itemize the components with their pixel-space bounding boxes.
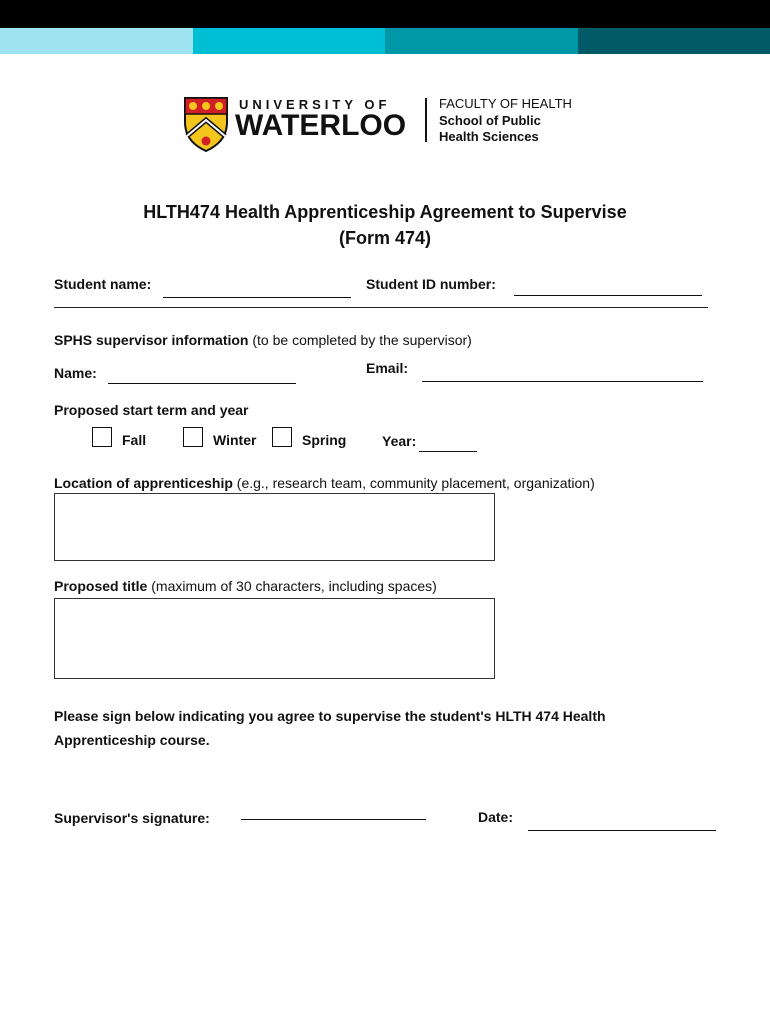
location-heading (54, 475, 595, 491)
year-field[interactable] (419, 451, 477, 452)
signature-label: Supervisor's signature: (54, 810, 210, 826)
student-id-field[interactable] (514, 295, 702, 296)
supervisor-heading-note: (to be completed by the supervisor) (252, 332, 472, 348)
logo-divider (425, 98, 427, 142)
term-heading: Proposed start term and year (54, 402, 249, 418)
logo-faculty: FACULTY OF HEALTH (439, 96, 572, 111)
header-color-bar (0, 28, 770, 54)
logo-waterloo: WATERLOO (235, 109, 407, 142)
student-name-label: Student name: (54, 276, 152, 292)
location-heading-text: Location of apprenticeship (54, 475, 233, 491)
year-label: Year: (382, 433, 417, 449)
student-id-label: Student ID number: (366, 276, 496, 292)
section-divider (54, 307, 708, 308)
color-segment-4 (578, 28, 770, 54)
winter-checkbox[interactable] (183, 427, 203, 447)
form-title-line2: (Form 474) (338, 228, 432, 248)
form-title-line1: HLTH474 Health Apprenticeship Agreement to Supervise (143, 202, 627, 222)
agreement-text: Please sign below indicating you agree to supervise the student's HLTH 474 Health Apprenticeship course. (54, 708, 606, 748)
color-segment-1 (0, 28, 193, 54)
logo-university-of: UNIVERSITY OF (239, 97, 391, 112)
supervisor-name-label: Name: (54, 365, 97, 381)
student-name-field[interactable] (163, 297, 351, 298)
color-segment-2 (193, 28, 386, 54)
winter-label: Winter (213, 432, 257, 448)
supervisor-heading-text: SPHS supervisor information (54, 332, 249, 348)
supervisor-email-label: Email: (366, 360, 409, 376)
proposed-title-heading (54, 578, 437, 594)
spring-checkbox[interactable] (272, 427, 292, 447)
logo-school-line1: School of Public (439, 113, 541, 128)
logo-school-line2: Health Sciences (439, 129, 539, 144)
university-logo (183, 96, 603, 156)
supervisor-email-field[interactable] (422, 381, 703, 382)
location-textbox[interactable] (54, 493, 495, 561)
fall-label: Fall (122, 432, 147, 448)
waterloo-crest-icon (183, 96, 229, 152)
proposed-title-textbox[interactable] (54, 598, 495, 679)
color-segment-3 (385, 28, 578, 54)
proposed-title-heading-note: (maximum of 30 characters, including spaces) (151, 578, 437, 594)
top-black-bar (0, 0, 770, 28)
supervisor-name-field[interactable] (108, 383, 296, 384)
spring-label: Spring (302, 432, 347, 448)
supervisor-section-heading (54, 332, 472, 348)
date-label: Date: (478, 809, 514, 825)
proposed-title-heading-text: Proposed title (54, 578, 148, 594)
signature-field[interactable] (241, 819, 426, 820)
fall-checkbox[interactable] (92, 427, 112, 447)
location-heading-note: (e.g., research team, community placement, organization) (236, 475, 595, 491)
date-field[interactable] (528, 830, 716, 831)
